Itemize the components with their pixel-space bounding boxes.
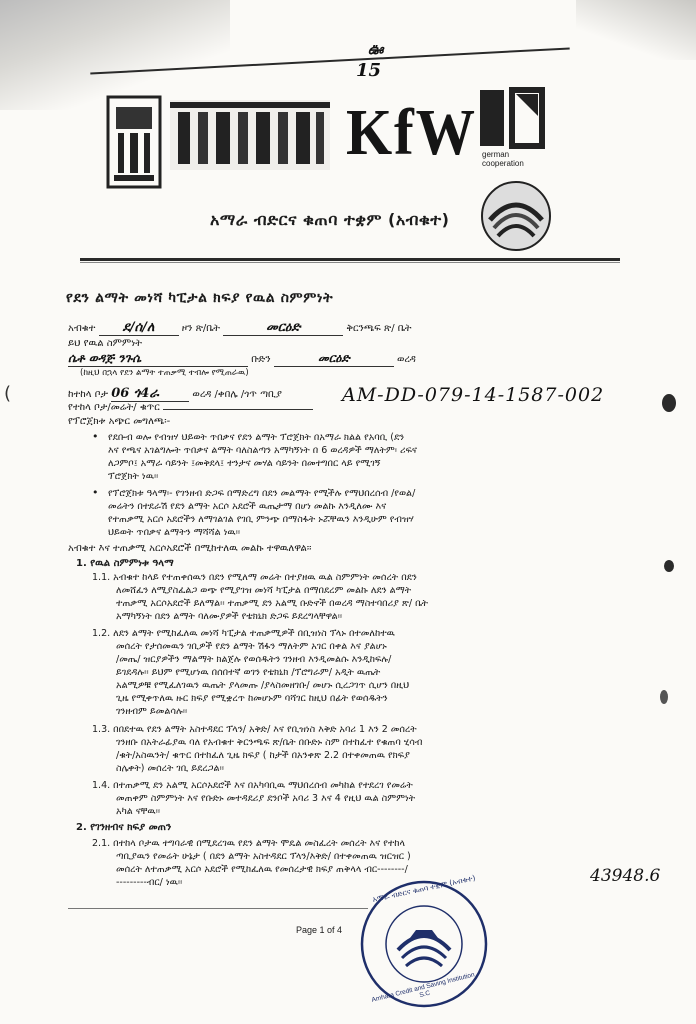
punch-hole (664, 560, 674, 572)
field-label-group: ቡድን (251, 354, 271, 365)
acsi-logo (480, 180, 552, 252)
group-name: መርዕድ (317, 351, 350, 365)
clause-1-3-line: /ቁት/አስዉንት/ ቁጥር በተከፈለ ጊዜ ክፍያ ( ከታች በአንቀጽ 2.2 በተቀመጠዉ የክፍያ (116, 750, 410, 761)
agreement-label: ይህ የዉል ስምምነት (68, 338, 142, 349)
section-2-title: 2. የገንዘብና ክፍያ መጠን (76, 822, 172, 833)
clause-2-1-line: ጣቢያዉን የመሬት ሁኔታ ( በደን ልማት አስተዳደር ፕላን/እቅድ/ በተቀመጠዉ ዝርዝር ) (116, 851, 411, 862)
clause-1-4-line: አካል ናቸዉ፡፡ (116, 806, 161, 817)
section-1-title: 1. የዉል ስምምነቱ ዓላማ (76, 558, 174, 569)
german-cooperation-line-1: german (482, 150, 510, 159)
field-row-4 (68, 402, 313, 414)
field-row-2-label (68, 338, 142, 350)
handwritten-amount: 43948.6 (590, 866, 661, 886)
german-cooperation-line-2: cooperation (482, 159, 524, 168)
clause-1-2-line: ገንዘብም ይመልሳሉ፡፡ (116, 706, 188, 717)
german-cooperation-text (482, 150, 524, 168)
scan-corner-shadow-right (576, 0, 696, 60)
field-value-acsi: ደ/ሰ/ለ (122, 320, 155, 335)
handwritten-page-mark: 15 (356, 60, 382, 81)
clause-1-3-line: ገንዘቡ በአትራፊያዉ ባለ የአብቁተ ቅርንጫፍ ጽ/ቤት በቡድኑ ስም በተከፈተ የቁጠባ ሂሳብ (116, 737, 423, 748)
kfw-logo: KfW (346, 96, 477, 169)
clause-1-2-line: ይገደዳሉ፡፡ ይህም የሚሆነዉ በሰበተኛ ወገን የቴክኒክ /ፕሮግራም/ አዲት ዉጤት (116, 667, 381, 678)
bullet-2-line: የፕሮጀክቱ ዓላማ፡- የገንዘብ ድጋፍ በማድረግ በደን መልማት የሚችሉ የማህበረሰብ /የወል/ (108, 488, 416, 499)
bullet-2-line: ህይወት ጥበቃና ልማትን ማሻሻል ነዉ፡፡ (108, 527, 241, 538)
organization-title: አማራ ብድርና ቁጠባ ተቋም (አብቁተ) (210, 210, 450, 229)
bullet-2-dot: • (92, 486, 99, 499)
clause-1-1-line: አማካኝነት በደን ልማት ባለሙያዎች የቴክኒክ ድጋፍ ይደረግላቸዋል፡፡ (116, 611, 343, 622)
clause-1-2-line: /መጤ/ ዝርያዎችን ማልማት ክልጀሉ የወሰዱትን ገንዘብ እንዲመልሱ እንዲከፍሉ/ (116, 654, 392, 665)
scan-corner-shadow (0, 0, 230, 110)
bullet-2-line: መሬትን በተደራሽ የደን ልማት አርሶ አደሮች ዉጤታማ በሆነ መልኩ እንዲለሙ እና (108, 501, 387, 512)
margin-mark: ( (4, 383, 12, 404)
bullet-1-line: ፕሮጀክት ነዉ፡፡ (108, 471, 159, 482)
field-row-1 (68, 322, 411, 336)
field-label-branch: ቅርንጫፍ ጽ/ ቤት (346, 323, 412, 334)
ministry-logo (170, 100, 330, 170)
document-title: የደን ልማት መነሻ ካፒታል ክፍያ የዉል ስምምነት (66, 290, 334, 306)
header-rule-shadow (80, 262, 620, 263)
clause-2-1-line: መሰረት ለተጠቃሚ አርሶ አደሮች የሚከፈለዉ የመሰረታዊ ክፍያ ጠቅላላ ብር--------/ (116, 864, 408, 875)
official-stamp (358, 873, 490, 1010)
clause-1-2-line: ጊዜ የሚቀጥለዉ ዙር ክፍያ የሚቋረጥ ከመሆኑም ባሻገር ከዚህ በፊት የወሰዱትን (116, 693, 388, 704)
clause-1-1-line: 1.1. አብቁተ ከላይ የተጠቀሰዉን በደን የሚለማ መሬት በተያዘዉ ዉል ስምምነት መሰረት በደን (92, 572, 417, 583)
site-value: 06 ጎ4ራ (111, 386, 159, 401)
bullet-1-dot: • (92, 430, 99, 443)
punch-hole (660, 690, 668, 704)
stamp-top-text: አማራ ብድርና ቁጠባ ተቋም (አብቁተ) (371, 873, 477, 904)
agreement-intro: አብቁተ እና ተጠቃሚ አርሶአደሮች በሚከተለዉ መልኩ ተዋዉለዋል፡፡ (68, 543, 312, 554)
field-label-woreda: ወረዳ (396, 354, 416, 365)
beneficiary-note: (ከዚህ በኋላ የደን ልማት ተጠቃሚ ተብሎ የሚጠራዉ) (80, 368, 249, 378)
field-label-zone: ዞን ጽ/ቤት (181, 323, 220, 334)
clause-2-1-line: 2.1. በተከላ ቦታዉ ተግባራዊ በሚደረገዉ የደን ልማት ሞዴል መስፈረት መሰረት እና የተከላ (92, 838, 406, 849)
handwritten-initial: ఊ (368, 42, 384, 58)
clause-2-1-line: ---------ብር/ ነዉ፡፡ (116, 877, 183, 888)
field-row-3 (68, 388, 282, 402)
clause-1-3-line: 1.3. በበደተዉ የደን ልማት አስተዳደር ፕላን/ አቅድ/ እና የቢዝነስ እቅድ አባሪ 1 እን 2 መሰረት (92, 724, 417, 735)
field-row-2 (68, 352, 416, 367)
footer-rule (68, 908, 368, 909)
punch-hole (662, 394, 676, 412)
clause-1-2-line: 1.2. ለደን ልማት የሚከፈለዉ መነሻ ካፒታል ተጠቃሚዎች በቢዝነስ ፕላኑ በተመለከተዉ (92, 628, 395, 639)
clause-1-2-line: አልሚዎቹ የሚፈለገዉን ዉጤት ያላመጡ /ያላስመዘገቡ/ መሆኑ ሲረጋገጥ ሲሆን በዚህ (116, 680, 410, 691)
field-label-site-number: የተከላ ቦታ/መሬት/ ቁጥር (68, 402, 160, 413)
bullet-1-line: የደቡብ ወሎ የብዝሃ ህይወት ጥበቃና የደን ልማት ፕሮጀክት በአማራ ክልል የአባቢ (ደን (108, 432, 405, 443)
field-label-acsi: አብቁተ (68, 323, 96, 334)
project-summary-label: የፕሮጀክቱ አጭር መግለጫ፡- (68, 416, 171, 427)
bullet-1-line: ለጋምቦ፤ አማራ ሳይንት ፤መቅደላ፤ ተንታና መሃል ሳይንት በመተግበር ላይ የሚገኝ (108, 458, 381, 469)
emblem-logo (106, 95, 162, 190)
clause-1-2-line: መሰረት የታሰመዉን ገቢዎች የደን ልማት ሽፋን ማለትም አገር በቀል እና ያልሆኑ (116, 641, 387, 652)
page-number: Page 1 of 4 (296, 925, 343, 935)
header-rule-bottom (80, 258, 620, 261)
clause-1-4-line: 1.4. በተጠቃሚ ደን አልሚ አርሶአደሮች እና በአካባቢዉ ማህበረሰብ መካከል የተደረገ የመሬት (92, 780, 413, 791)
clause-1-1-line: ለመሸፈን ለሚያስፈልጋ ወጭ የሚያገዝ መነሻ ካፒታል በማበደረም መልኩ ለደን ልማት (116, 585, 412, 596)
beneficiary-name: ሴቶ ወዳጅ ንጉሴ (68, 351, 142, 365)
stamp-bottom-text: Amhara Credit and Saving Institution S.C (370, 971, 476, 1004)
bullet-2-line: የተጠቃሚ አርሶ አደሮችን ለማገልገል የገቢ ምንጭ በማስፋት ኑሯቸዉን እንዲሁም የብዝሃ (108, 514, 414, 525)
clause-1-4-line: መጠቀም ስምምነት እና የቡድኑ መተዳደሪያ ደንቦች አባሪ 3 እና 4 የዚህ ዉል ስምምነት (116, 793, 416, 804)
clause-1-1-line: ተጠቃሚ አርሶአደሮች ይለማል፡፡ ተጠቃሚ ደን አልሚ ቡድኖች በወረዳ ማስተባበሪያ ጽ/ ቤት (116, 598, 429, 609)
site-number-value: AM-DD-079-14-1587-002 (342, 384, 605, 406)
field-label-site: ከተከላ ቦታ (68, 389, 108, 400)
clause-1-3-line: ስሌቀት) መሰረት ገቢ ይደረጋል፡፡ (116, 763, 224, 774)
bullet-1-line: እና የጫና አገልግሎት ጥበቃና ልማት ባለስልጣን አማካኝነት በ 6 ወረዳዎች ማለትም፡ ሪፍና (108, 445, 417, 456)
field-value-zone: መርዕድ (265, 320, 301, 335)
field-label-kebele: ወረዳ /ቀበሌ /ጎጥ ጣቢያ (192, 389, 282, 400)
